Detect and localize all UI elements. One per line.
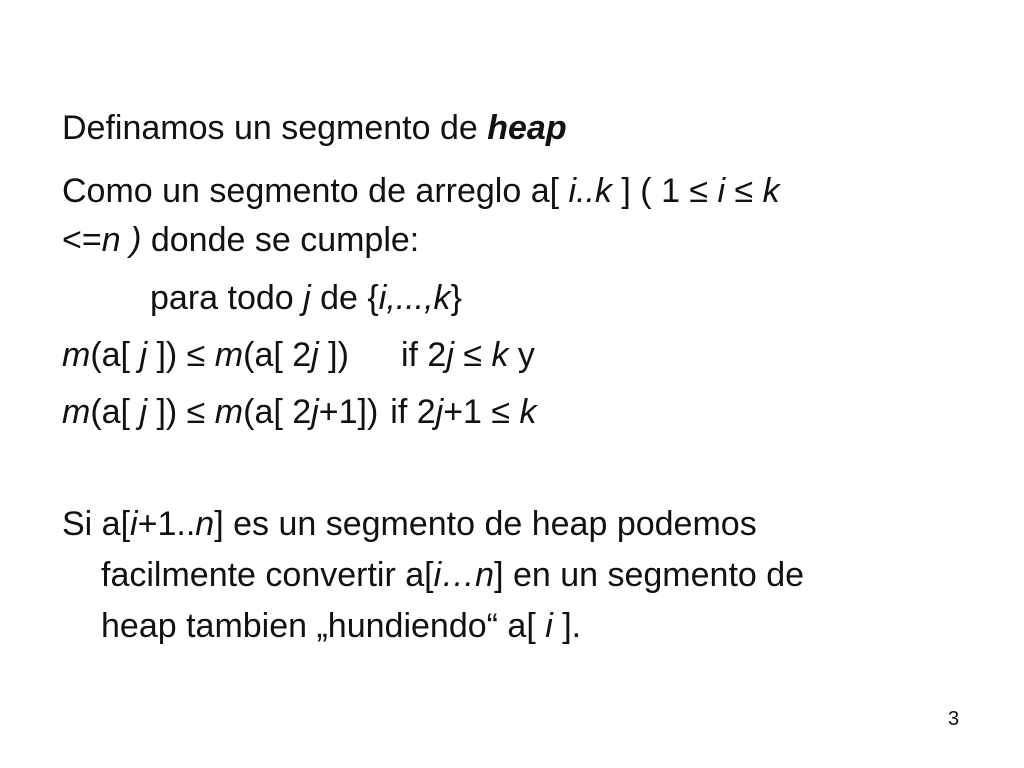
- remark-line-1: [62, 504, 757, 544]
- text: if 2: [390, 393, 436, 431]
- variable: j: [446, 336, 454, 374]
- text: ]): [318, 336, 349, 374]
- remark-line-3: [101, 606, 581, 646]
- variable: k: [762, 172, 780, 210]
- slide-number: 3: [948, 708, 960, 730]
- text: donde se cumple:: [141, 221, 420, 259]
- text: de {: [310, 279, 379, 317]
- text: ≤: [453, 336, 492, 374]
- text: <=: [62, 221, 102, 259]
- variable: k: [519, 393, 537, 431]
- remark-line-2: [101, 555, 804, 595]
- text: (a[: [90, 336, 140, 374]
- text: (a[: [90, 393, 140, 431]
- title-text: Definamos un segmento de: [62, 109, 488, 147]
- variable: i: [130, 505, 138, 543]
- text: heap tambien „hundiendo“ a[: [101, 607, 546, 645]
- text: ] en un segmento de: [494, 556, 805, 594]
- variable: i: [545, 607, 553, 645]
- variable: n ): [101, 221, 142, 259]
- definition-line-2: [62, 220, 419, 260]
- condition-line-2: [62, 392, 537, 432]
- variable: m: [214, 336, 244, 374]
- text: para todo: [150, 279, 304, 317]
- text: (a[ 2: [243, 393, 312, 431]
- text: Como un segmento de arreglo a[: [62, 172, 569, 210]
- variable: j: [139, 393, 148, 431]
- variable: i,...,k: [378, 279, 451, 317]
- variable: m: [214, 393, 244, 431]
- condition-line-1: [62, 335, 535, 375]
- variable: i: [717, 172, 726, 210]
- text: ]) ≤: [147, 336, 215, 374]
- variable: i…n: [433, 556, 495, 594]
- text: +1 ≤: [443, 393, 520, 431]
- text: y: [508, 336, 535, 374]
- variable: n: [195, 505, 215, 543]
- text: ≤: [725, 172, 763, 210]
- text: ].: [552, 607, 582, 645]
- slide-title: [62, 108, 567, 148]
- variable: j: [435, 393, 444, 431]
- text: if 2: [400, 336, 447, 374]
- variable: i..k: [568, 172, 612, 210]
- text: ] es un segmento de heap podemos: [214, 505, 757, 543]
- text: (a[ 2: [243, 336, 312, 374]
- variable: m: [62, 393, 91, 431]
- text: Si a[: [62, 505, 131, 543]
- variable: j: [311, 336, 319, 374]
- text: ] ( 1 ≤: [611, 172, 718, 210]
- quantifier-line: [150, 278, 462, 318]
- variable: j: [139, 336, 148, 374]
- definition-line-1: [62, 171, 780, 211]
- variable: m: [62, 336, 91, 374]
- text: ]) ≤: [147, 393, 215, 431]
- text: +1..: [137, 505, 196, 543]
- text: facilmente convertir a[: [101, 556, 434, 594]
- variable: j: [303, 279, 311, 317]
- title-emphasis: heap: [487, 109, 567, 147]
- text: }: [450, 279, 462, 317]
- variable: j: [311, 393, 319, 431]
- text: +1]): [318, 393, 379, 431]
- variable: k: [491, 336, 509, 374]
